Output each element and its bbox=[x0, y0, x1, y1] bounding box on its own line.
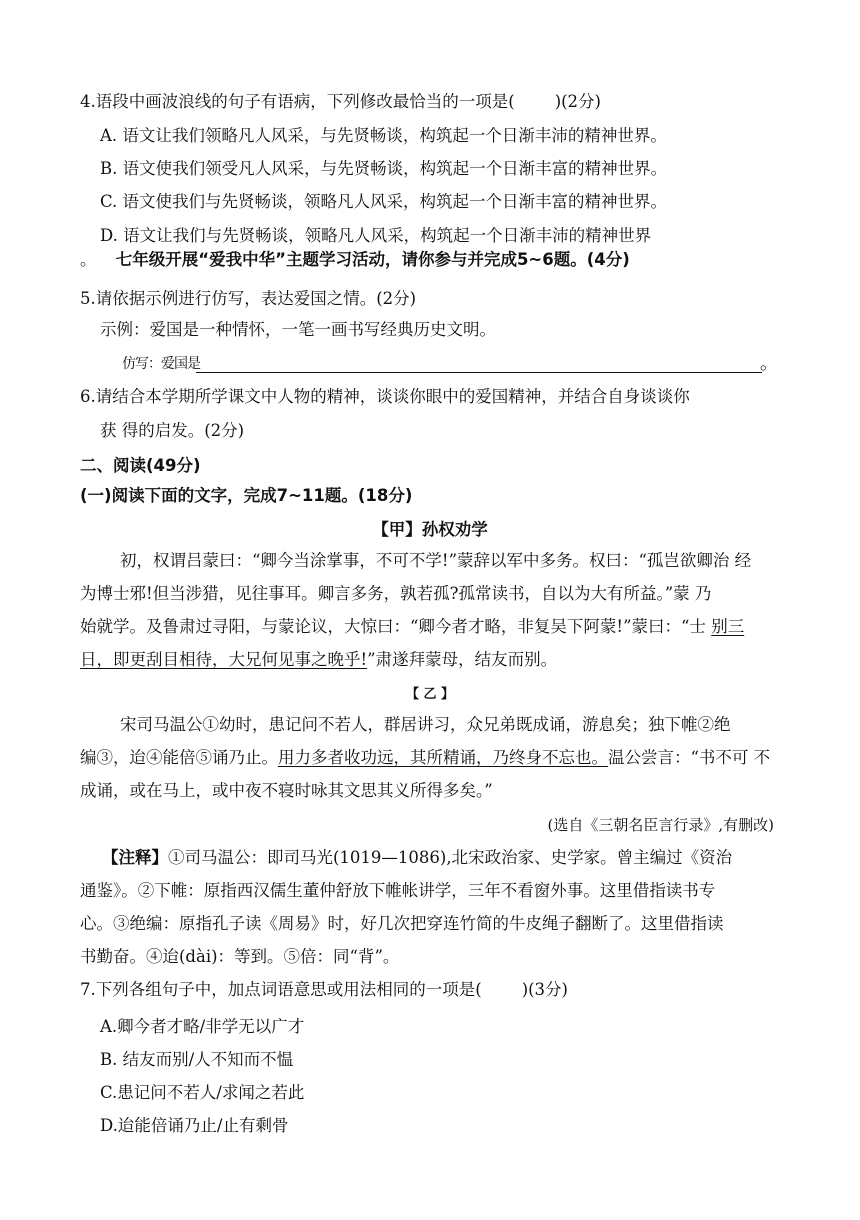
section-heading: 二、阅读(49分) bbox=[80, 456, 201, 475]
notes-line-2: 通鉴》。②下帷：原指西汉儒生董仲舒放下帷帐讲学，三年不看窗外事。这里借指读书专 bbox=[80, 881, 716, 900]
q7-option-b: B. 结友而别/人不知而不愠 bbox=[100, 1050, 294, 1069]
q5-answer-line[interactable] bbox=[196, 372, 762, 373]
passage-a-line-3: 始就学。及鲁肃过寻阳，与蒙论议，大惊曰：“卿今者才略，非复吴下阿蒙!”蒙曰：“士 别三 bbox=[80, 617, 745, 636]
q4-stem: 4.语段中画波浪线的句子有语病，下列修改最恰当的一项是( )(2分) bbox=[80, 92, 601, 111]
q7-stem: 7.下列各组句子中，加点词语意思或用法相同的一项是( )(3分) bbox=[80, 980, 568, 999]
notes-line-3: 心。③绝编：原指孔子读《周易》时，好几次把穿连竹简的牛皮绳子翻断了。这里借指读 bbox=[80, 914, 724, 933]
part-heading: (一)阅读下面的文字，完成7~11题。(18分) bbox=[80, 486, 413, 505]
q4-option-d: D. 语文让我们与先贤畅谈，领略凡人风采，构筑起一个日渐丰沛的精神世界 bbox=[100, 226, 652, 245]
q6-line-1: 6.请结合本学期所学课文中人物的精神，谈谈你眼中的爱国精神，并结合自身谈谈你 bbox=[80, 387, 690, 406]
passage-b-title: 【 乙 】 bbox=[405, 687, 455, 702]
q7-option-c: C.患记问不若人/求闻之若此 bbox=[100, 1083, 305, 1102]
notes-line-4: 书勤奋。④迨(dài)：等到。⑤倍：同“背”。 bbox=[80, 947, 400, 966]
notes-line-1: 【注释】①司马温公：即司马光(1019—1086),北宋政治家、史学家。曾主编过《资治 bbox=[102, 848, 733, 867]
q5-example: 示例：爱国是一种情怀，一笔一画书写经典历史文明。 bbox=[100, 320, 496, 339]
passage-b-line-2: 编③，迨④能倍⑤诵乃止。用力多者收功远，其所精诵，乃终身不忘也。温公尝言：“书不可 不 bbox=[80, 748, 771, 767]
q5-answer-end: 。 bbox=[760, 353, 778, 374]
passage-b-line-3: 成诵，或在马上，或中夜不寝时咏其文思其义所得多矣。” bbox=[80, 781, 493, 800]
passage-a-title: 【甲】孙权劝学 bbox=[372, 520, 488, 539]
q6-line-2: 获 得的启发。(2分) bbox=[100, 421, 245, 440]
q4-option-a: A. 语文让我们领略凡人风采，与先贤畅谈，构筑起一个日渐丰沛的精神世界。 bbox=[100, 126, 667, 145]
passage-a-line-1: 初，权谓吕蒙曰：“卿今当涂掌事，不可不学!”蒙辞以军中多务。权曰：“孤岂欲卿治 经 bbox=[120, 551, 752, 570]
q4-option-c: C. 语文使我们与先贤畅谈，领略凡人风采，构筑起一个日渐丰富的精神世界。 bbox=[100, 192, 668, 211]
q7-option-a: A.卿今者才略/非学无以广才 bbox=[100, 1017, 305, 1036]
passage-b-source: (选自《三朝名臣言行录》,有删改) bbox=[547, 816, 774, 834]
passage-a-line-4: 日，即更刮目相待，大兄何见事之晚乎!”肃遂拜蒙母，结友而别。 bbox=[80, 650, 558, 669]
activity-heading: 。 七年级开展“爱我中华”主题学习活动，请你参与并完成5~6题。(4分) bbox=[80, 250, 630, 269]
q5-stem: 5.请依据示例进行仿写，表达爱国之情。(2分) bbox=[80, 289, 417, 308]
passage-a-line-2: 为博士邪!但当涉猎，见往事耳。卿言多务，孰若孤?孤常读书，自以为大有所益。”蒙 乃 bbox=[80, 584, 712, 603]
q4-option-b: B. 语文使我们领受凡人风采，与先贤畅谈，构筑起一个日渐丰富的精神世界。 bbox=[100, 159, 668, 178]
passage-b-line-1: 宋司马温公①幼时，患记问不若人，群居讲习，众兄弟既成诵，游息矣；独下帷②绝 bbox=[120, 715, 731, 734]
q5-answer-prefix: 仿写：爱国是 bbox=[122, 356, 200, 372]
q7-option-d: D.迨能倍诵乃止/止有剩骨 bbox=[100, 1116, 289, 1135]
